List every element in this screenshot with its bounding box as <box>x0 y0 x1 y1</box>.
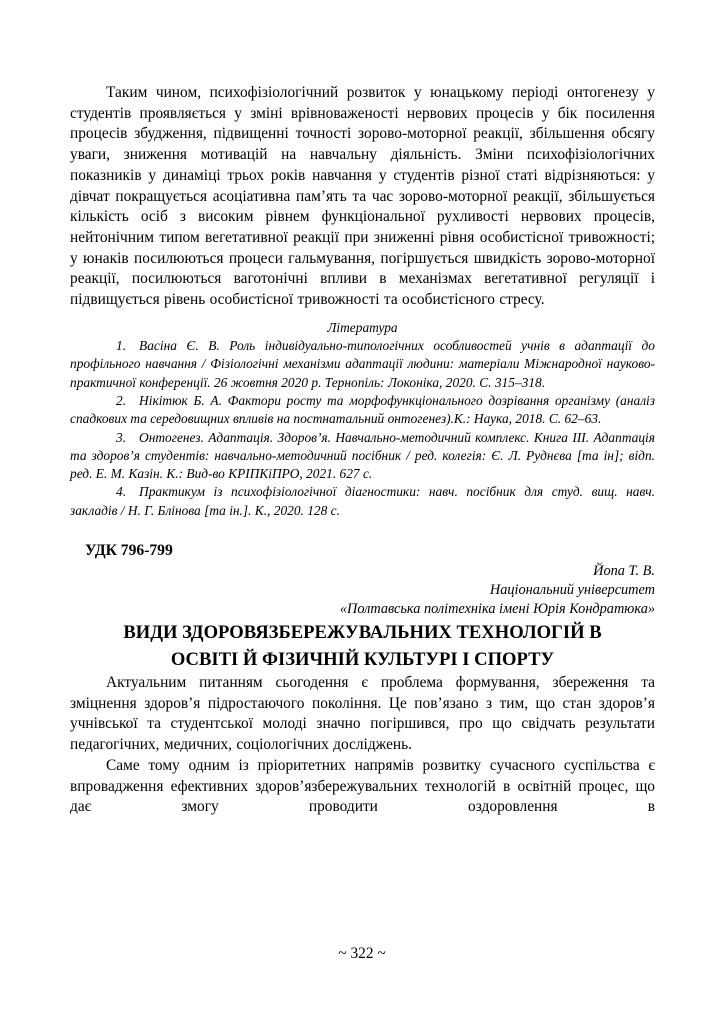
reference-text: Нікітюк Б. А. Фактори росту та морфофункціонального дозрівання організму (аналіз спадкових та середовищних впливів на постнатальний онтогенез).К.: Наука, 2018. С. 62–63. <box>70 392 655 427</box>
reference-item <box>70 429 655 484</box>
reference-number: 1. <box>116 338 127 354</box>
reference-text: Онтогенез. Адаптація. Здоров’я. Навчально-методичний комплекс. Книга ІІІ. Адаптація та здоров’я студентів: навчально-методичний посібник / ред. колегія: Є. Л. Руднєва [та ін]; відп. ред. Е. М. Казін. К.: Вид-во КРІПКіПРО, 2021. 627 с. <box>70 429 655 482</box>
reference-text: Практикум із психофізіологічної діагностики: навч. посібник для студ. вищ. навч. закладів / Н. Г. Блінова [та ін.]. К., 2020. 128 с. <box>70 484 655 518</box>
reference-text: Васіна Є. В. Роль індивідуально-типологічних особливостей учнів в адаптації до профільного навчання / Фізіологічні механізми адаптації людини: матеріали Міжнародної науково-практичної конференції. 26 жовтня 2020 р. Тернопіль: Локоніка, 2020. С. 315–318. <box>70 338 655 390</box>
reference-item <box>70 483 655 520</box>
reference-item <box>70 392 655 429</box>
author-name: Йопа Т. В. <box>593 563 655 579</box>
reference-item <box>70 337 655 392</box>
author-block <box>70 562 655 619</box>
references-heading: Література <box>327 319 398 335</box>
article-paragraph: Саме тому одним із пріоритетних напрямів розвитку сучасного суспільства є впровадження ефективних здоров’язбережувальних технологій в освітній процес, що дає змогу проводити оздоровлення в <box>70 756 655 816</box>
reference-number: 2. <box>116 392 127 408</box>
page-number: ~ 322 ~ <box>338 945 386 962</box>
author-affiliation-line1: Національний університет <box>489 582 655 598</box>
article-title: ВИДИ ЗДОРОВЯЗБЕРЕЖУВАЛЬНИХ ТЕХНОЛОГІЙ В ОСВІТІ Й ФІЗИЧНІЙ КУЛЬТУРІ І СПОРТУ <box>123 622 602 670</box>
article-section <box>70 541 655 818</box>
closing-paragraph: Таким чином, психофізіологічний розвиток у юнацькому періоді онтогенезу у студентів проявляється у зміні врівноваженості нервових процесів у бік посилення процесів збудження, підвищенні точності зорово-моторної реакції, збільшення обсягу уваги, зниження мотивацій на навчальну діяльність. Зміни психофізіологічних показників у динаміці трьох років навчання у студентів різної статі відрізняються: у дівчат покращується асоціативна пам’ять та час зорово-моторної реакції, збільшується кількість осіб з високим рівнем функціональної рухливості нервових процесів, нейтонічним типом вегетативної реакції при зниженні рівня особистісної тривожності; у юнаків посилюються процеси гальмування, погіршується швидкість зорово-моторної реакції, посилюються ваготонічні впливи в механізмах вегетативної регуляції і підвищується рівень особистісної тривожності та особистісного стресу. <box>70 84 655 309</box>
article-paragraph: Актуальним питанням сьогодення є проблема формування, збереження та зміцнення здоров’я підростаючого покоління. Це пов’язано з тим, що стан здоров’я учнівської та студентської молоді значно погіршився, про що свідчать результати педагогічних, медичних, соціологічних досліджень. <box>70 674 655 754</box>
author-affiliation-line2: «Полтавська політехніка імені Юрія Кондратюка» <box>339 601 655 617</box>
udc-code: УДК 796-799 <box>85 542 173 559</box>
reference-number: 3. <box>116 429 127 445</box>
reference-number: 4. <box>116 484 127 500</box>
references-section <box>70 319 655 520</box>
